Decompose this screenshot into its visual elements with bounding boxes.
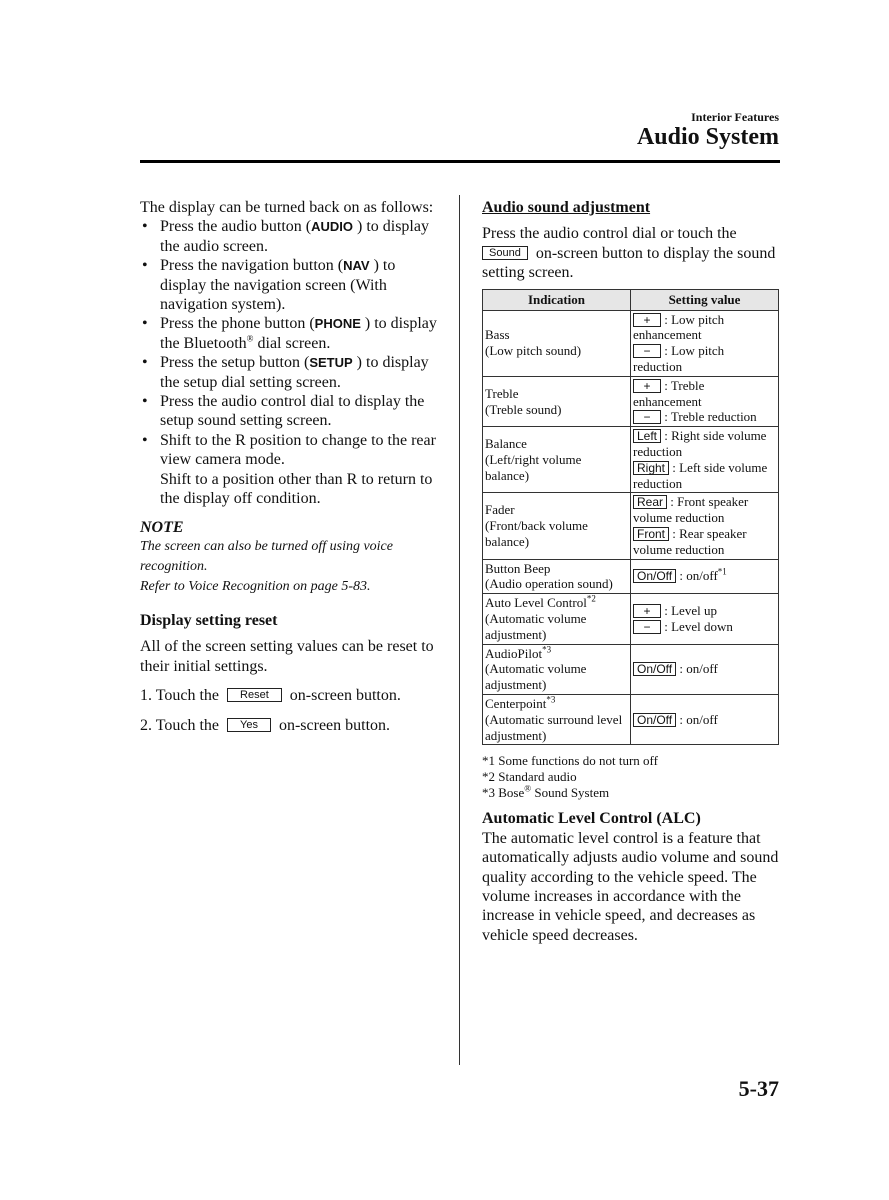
column-header: Setting value <box>631 289 779 310</box>
right-box: Right <box>633 461 669 475</box>
indication-cell: Treble (Treble sound) <box>483 376 631 426</box>
step-text: 1. Touch the <box>140 687 220 705</box>
plus-box: + <box>633 379 661 393</box>
bullet-text: Press the phone button ( <box>160 315 315 333</box>
footnotes <box>482 753 782 801</box>
setting-cell: + : Treble enhancement − : Treble reduction <box>631 376 779 426</box>
minus-box: − <box>633 410 661 424</box>
table-header-row <box>483 289 779 310</box>
list-item <box>140 392 440 431</box>
left-column <box>140 198 440 735</box>
indication-cell: Button Beep (Audio operation sound) <box>483 559 631 594</box>
table-row <box>483 594 779 644</box>
step-2 <box>140 716 440 735</box>
plus-box: + <box>633 313 661 327</box>
bullet-text: ) to display the Bluetooth <box>160 315 437 352</box>
nav-button-label: NAV <box>343 258 370 274</box>
indication-cell: Centerpoint$^{*3}$ (Automatic surround level adjustment) <box>483 694 631 744</box>
indication-cell: AudioPilot$^{*3}$ (Automatic volume adjustment) <box>483 644 631 694</box>
bullet-text: ) to display the navigation screen (With navigation system). <box>160 257 396 314</box>
table-row <box>483 694 779 744</box>
list-item <box>140 256 440 314</box>
alc-text: The automatic level control is a feature that automatically adjusts audio volume and sound quality according to the vehicle speed. The volume increases in accordance with the increase in vehicle speed, and decreases as vehicle speed decreases. <box>482 829 779 944</box>
footnote: *2 Standard audio <box>482 769 577 785</box>
list-item <box>140 353 440 392</box>
section-heading: Audio sound adjustment <box>482 199 651 216</box>
setting-cell: + : Low pitch enhancement − : Low pitch reduction <box>631 310 779 376</box>
left-box: Left <box>633 429 661 443</box>
intro-text: The display can be turned back on as follows: <box>140 199 434 216</box>
bullet-text: Shift to a position other than R to return to the display off condition. <box>160 470 433 508</box>
step-text: on-screen button. <box>289 687 401 705</box>
on-off-box: On/Off <box>633 569 676 583</box>
intro-text <box>482 224 782 282</box>
reset-heading: Display setting reset <box>140 611 278 629</box>
minus-box: − <box>633 344 661 358</box>
registered-mark: ® <box>246 333 254 344</box>
note-text: Refer to Voice Recognition on page 5-83. <box>140 578 371 594</box>
intro-part: on-screen button to display the sound setting screen. <box>482 244 776 282</box>
bullet-text: dial screen. <box>253 334 331 352</box>
setting-cell: Left : Right side volume reduction Right : Left side volume reduction <box>631 427 779 493</box>
list-item <box>140 217 440 256</box>
page-title: Audio System <box>636 124 779 150</box>
table-row <box>483 310 779 376</box>
setup-button-label: SETUP <box>309 355 353 371</box>
list-item <box>140 431 440 509</box>
front-box: Front <box>633 527 669 541</box>
indication-cell: Bass (Low pitch sound) <box>483 310 631 376</box>
step-text: 2. Touch the <box>140 716 220 734</box>
on-off-box: On/Off <box>633 662 676 676</box>
column-divider <box>459 195 460 1065</box>
section-label: Interior Features <box>691 110 779 124</box>
list-item <box>140 314 440 353</box>
bullet-text: Shift to the R position to change to the rear view camera mode. <box>160 431 436 469</box>
column-header: Indication <box>483 289 631 310</box>
bullet-text: Press the audio button ( <box>160 218 312 236</box>
yes-button: Yes <box>227 718 271 732</box>
table-row <box>483 644 779 694</box>
table-row <box>483 559 779 594</box>
setting-cell: On/Off : on/off$^{*1}$ <box>631 559 779 594</box>
table-row <box>483 493 779 559</box>
setting-cell: On/Off : on/off <box>631 644 779 694</box>
table-row <box>483 376 779 426</box>
step-text: on-screen button. <box>278 716 391 734</box>
header-rule <box>140 160 780 163</box>
setting-cell: On/Off : on/off <box>631 694 779 744</box>
footnote: *3 Bose® Sound System <box>482 784 610 801</box>
bullet-text: Press the setup button ( <box>160 354 310 372</box>
intro-part: Press the audio control dial or touch the <box>482 225 737 243</box>
setting-cell: Rear : Front speaker volume reduction Front : Rear speaker volume reduction <box>631 493 779 559</box>
bullet-text: Press the audio control dial to display the setup sound setting screen. <box>160 393 425 430</box>
alc-heading: Automatic Level Control (ALC) <box>482 810 701 828</box>
sound-button: Sound <box>482 246 528 260</box>
indication-cell: Balance (Left/right volume balance) <box>483 427 631 493</box>
table-row <box>483 427 779 493</box>
audio-button-label: AUDIO <box>311 219 353 235</box>
bullet-text: ) to display the setup dial setting screen. <box>160 354 429 391</box>
on-off-box: On/Off <box>633 713 676 727</box>
reset-button: Reset <box>227 688 282 702</box>
plus-box: + <box>633 604 661 618</box>
note-text: The screen can also be turned off using voice recognition. <box>140 538 393 574</box>
rear-box: Rear <box>633 495 667 509</box>
minus-box: − <box>633 620 661 634</box>
note-title: NOTE <box>140 518 184 536</box>
bullet-text: Press the navigation button ( <box>160 257 344 275</box>
reset-text: All of the screen setting values can be reset to their initial settings. <box>140 638 434 675</box>
bullet-list <box>140 217 440 508</box>
indication-cell: Fader (Front/back volume balance) <box>483 493 631 559</box>
bullet-text: ) to display the audio screen. <box>160 218 429 255</box>
page-number: 5-37 <box>738 1076 779 1101</box>
setting-cell: + : Level up − : Level down <box>631 594 779 644</box>
phone-button-label: PHONE <box>314 316 361 332</box>
right-column <box>482 198 782 945</box>
footnote: *1 Some functions do not turn off <box>482 753 658 769</box>
settings-table <box>482 289 779 746</box>
step-1 <box>140 686 440 705</box>
indication-cell: Auto Level Control$^{*2}$ (Automatic volume adjustment) <box>483 594 631 644</box>
